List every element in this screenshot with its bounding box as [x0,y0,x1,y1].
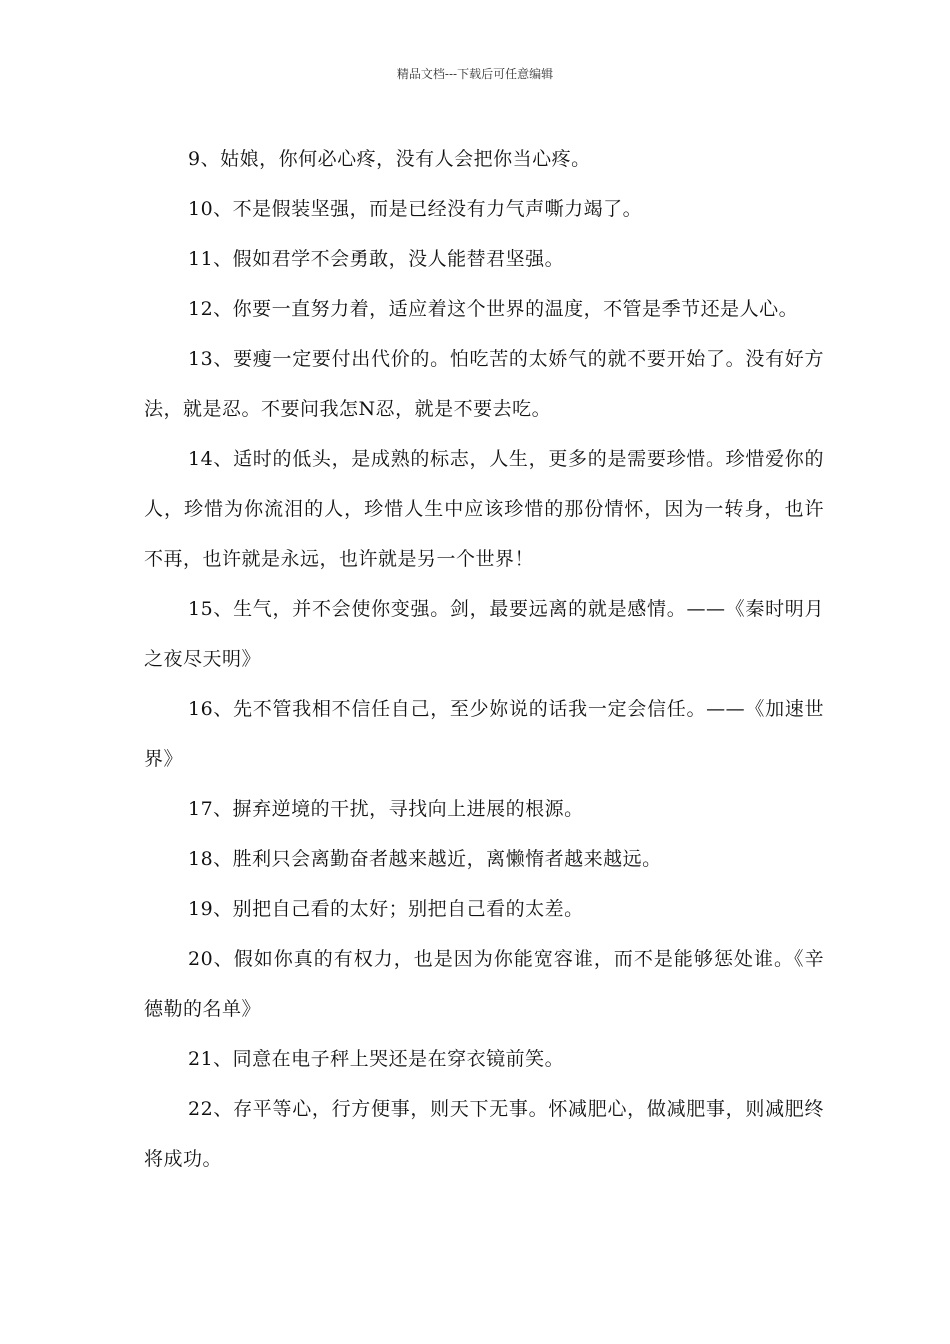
page-header: 精品文档---下载后可任意编辑 [396,67,554,81]
document-body [144,134,824,1184]
paragraph: 11、假如君学不会勇敢，没人能替君坚强。 [188,248,565,270]
paragraph: 13、要瘦一定要付出代价的。怕吃苦的太娇气的就不要开始了。没有好方法，就是忍。不要问我怎N忍，就是不要去吃。 [144,348,824,420]
paragraph: 14、适时的低头，是成熟的标志，人生，更多的是需要珍惜。珍惜爱你的人，珍惜为你流泪的人，珍惜人生中应该珍惜的那份情怀，因为一转身，也许不再，也许就是永远，也许就是另一个世界！ [144,448,824,570]
paragraph: 17、摒弃逆境的干扰，寻找向上进展的根源。 [188,798,584,820]
paragraph: 18、胜利只会离勤奋者越来越近，离懒惰者越来越远。 [188,848,662,870]
paragraph: 10、不是假装坚强，而是已经没有力气声嘶力竭了。 [188,198,643,220]
paragraph: 9、姑娘，你何必心疼，没有人会把你当心疼。 [188,148,591,170]
paragraph: 20、假如你真的有权力，也是因为你能宽容谁，而不是能够惩处谁。《辛德勒的名单》 [144,948,824,1020]
paragraph: 21、同意在电子秤上哭还是在穿衣镜前笑。 [188,1048,565,1070]
paragraph: 15、生气，并不会使你变强。剑，最要远离的就是感情。——《秦时明月之夜尽天明》 [144,598,824,670]
paragraph: 12、你要一直努力着，适应着这个世界的温度，不管是季节还是人心。 [188,298,799,320]
paragraph: 19、别把自己看的太好；别把自己看的太差。 [188,898,584,920]
paragraph: 16、先不管我相不信任自己，至少妳说的话我一定会信任。——《加速世界》 [144,698,824,770]
paragraph: 22、存平等心，行方便事，则天下无事。怀减肥心，做减肥事，则减肥终将成功。 [144,1098,824,1170]
